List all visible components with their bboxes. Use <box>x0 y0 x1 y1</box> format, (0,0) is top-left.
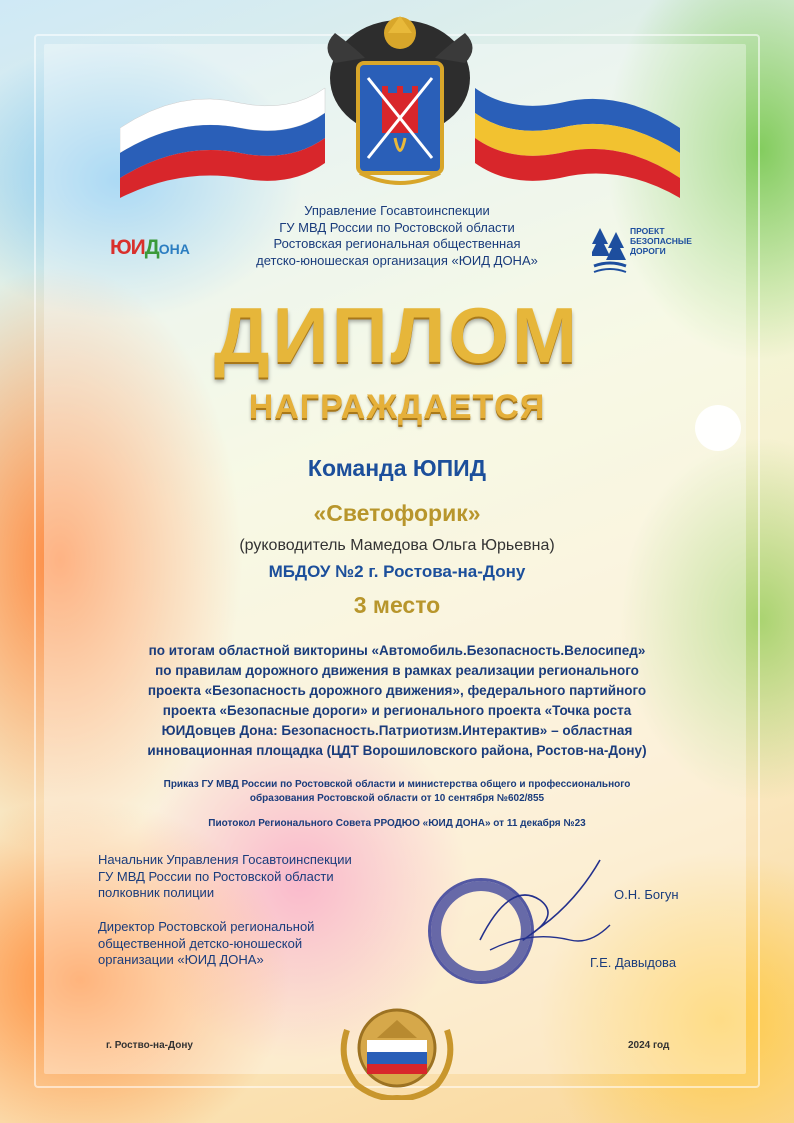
header-line-3: Ростовская региональная общественная <box>273 236 521 251</box>
signatory-2-name: Г.Е. Давыдова <box>590 955 677 970</box>
award-place: 3 место <box>353 592 441 618</box>
recipient-team: Команда ЮПИД <box>307 455 487 481</box>
safe-roads-logo <box>592 222 702 278</box>
order-line-1: Приказ ГУ МВД России по Ростовской области и министерства общего и профессионального <box>163 779 631 790</box>
description-line: проекта «Безопасные дороги» и регионального проекта «Точка роста <box>162 703 632 718</box>
order-reference <box>110 778 684 806</box>
footer-city: г. Роство-на-Дону <box>106 1040 193 1051</box>
header-line-4: детско-юношеская организация «ЮИД ДОНА» <box>256 252 538 268</box>
award-description <box>100 641 694 761</box>
handwritten-signature <box>470 840 620 970</box>
description-line: проекта «Безопасность дорожного движения», федерального партийного <box>147 683 647 698</box>
recipient-team-name: «Светофорик» <box>313 500 481 526</box>
safe-roads-line-2: БЕЗОПАСНЫЕ <box>630 236 692 246</box>
yuid-dona-logo: ЮИДОНА <box>110 236 190 259</box>
order-line-2: образования Ростовской области от 10 сентября №602/855 <box>249 793 545 804</box>
recipient-leader: (руководитель Мамедова Ольга Юрьевна) <box>239 537 555 554</box>
signatory-1-name: О.Н. Богун <box>614 887 679 902</box>
safe-roads-line-1: ПРОЕКТ <box>630 226 665 236</box>
description-line: по правилам дорожного движения в рамках реализации регионального <box>155 663 639 678</box>
safe-roads-line-3: ДОРОГИ <box>630 246 666 256</box>
footer-year: 2024 год <box>628 1040 670 1051</box>
signatory-2-title: Директор Ростовской региональной общественной детско-юношеской организации «ЮИД ДОНА» <box>98 919 315 967</box>
recipient-school: МБДОУ №2 г. Ростова-на-Дону <box>268 562 526 581</box>
description-line: инновационная площадка (ЦДТ Ворошиловского района, Ростов-на-Дону) <box>147 743 647 758</box>
header-line-2: ГУ МВД России по Ростовской области <box>279 219 515 235</box>
traffic-police-badge <box>337 990 457 1100</box>
rostov-coat-of-arms-emblem <box>120 8 680 198</box>
signatory-1-title: Начальник Управления Госавтоинспекции ГУ МВД России по Ростовской области полковник полиции <box>98 852 352 900</box>
trees-icon <box>592 222 628 274</box>
description-line: по итогам областной викторины «Автомобиль.Безопасность.Велосипед» <box>148 643 646 658</box>
header-line-1: Управление Госавтоинспекции <box>304 203 490 218</box>
diploma-title: ДИПЛОМ <box>213 291 581 379</box>
description-line: ЮИДовцев Дона: Безопасность.Патриотизм.Интерактив» – областная <box>161 723 633 738</box>
protocol-reference: Пиотокол Регионального Совета РРОДЮО «ЮИД ДОНА» от 11 декабря №23 <box>208 818 586 829</box>
awarded-heading: НАГРАЖДАЕТСЯ <box>248 388 546 426</box>
